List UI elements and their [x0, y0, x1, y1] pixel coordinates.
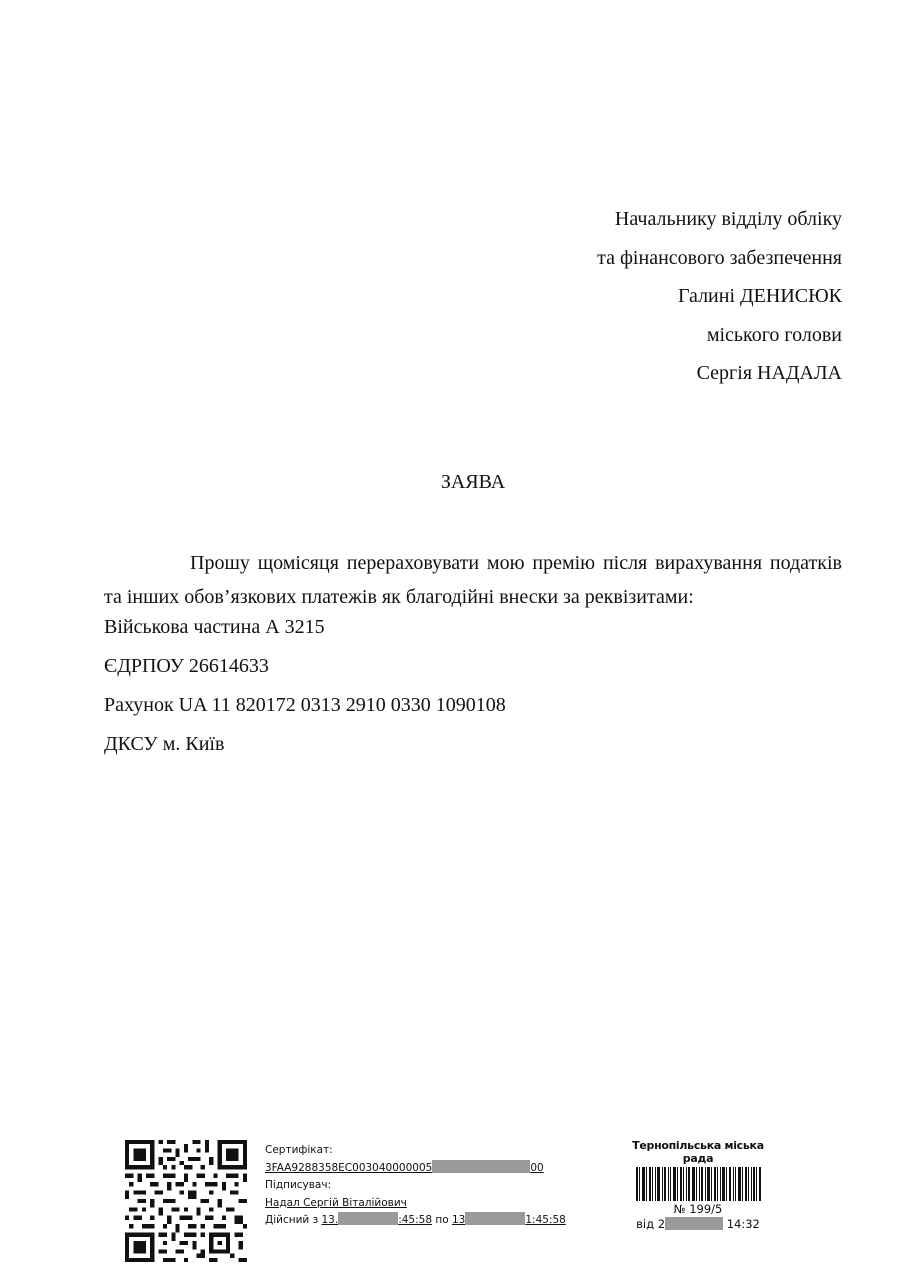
addressee-line: Галині ДЕНИСЮК: [677, 285, 842, 307]
registration-date: від 2 14:32: [636, 1217, 760, 1231]
addressee-line: Сергія НАДАЛА: [696, 362, 842, 384]
addressee-block: [597, 200, 842, 393]
validity-line: Дійсний з 13. :45:58 по 13 1:45:58: [265, 1214, 566, 1226]
redaction-bar: [465, 1212, 525, 1225]
redaction-bar: [338, 1212, 398, 1225]
addressee-line: Начальнику відділу обліку: [614, 208, 842, 230]
requisite-edrpou: ЄДРПОУ 26614633: [104, 655, 269, 677]
addressee-line: міського голови: [706, 323, 842, 346]
document-title: ЗАЯВА: [440, 471, 506, 493]
digital-signature-block: [265, 1142, 566, 1230]
redaction-bar: [432, 1160, 530, 1173]
certificate-label: Сертифікат:: [265, 1144, 333, 1156]
registration-number: № 199/5: [673, 1202, 723, 1216]
request-text: Прошу щомісяця перераховувати мою премію після вирахування податків та інших обов’язкових платежів як благодійні внески за реквізитами:: [104, 552, 842, 608]
qr-code-icon: [125, 1140, 247, 1262]
requisite-account: Рахунок UA 11 820172 0313 2910 0330 1090108: [104, 694, 506, 716]
barcode-icon: [636, 1167, 761, 1201]
signer-name: Надал Сергій Віталійович: [265, 1196, 407, 1209]
requisite-treasury: ДКСУ м. Київ: [104, 733, 225, 755]
addressee-line: та фінансового забезпечення: [597, 246, 842, 269]
stamp-organization: Тернопільська міська рада: [632, 1139, 764, 1165]
signer-label: Підписувач:: [265, 1179, 332, 1191]
redaction-bar: [665, 1217, 723, 1230]
request-paragraph: [104, 546, 842, 614]
registration-stamp: [618, 1139, 778, 1231]
requisite-military-unit: Військова частина А 3215: [104, 616, 325, 638]
certificate-value: 3FAA9288358EC003040000005 00: [265, 1161, 544, 1174]
